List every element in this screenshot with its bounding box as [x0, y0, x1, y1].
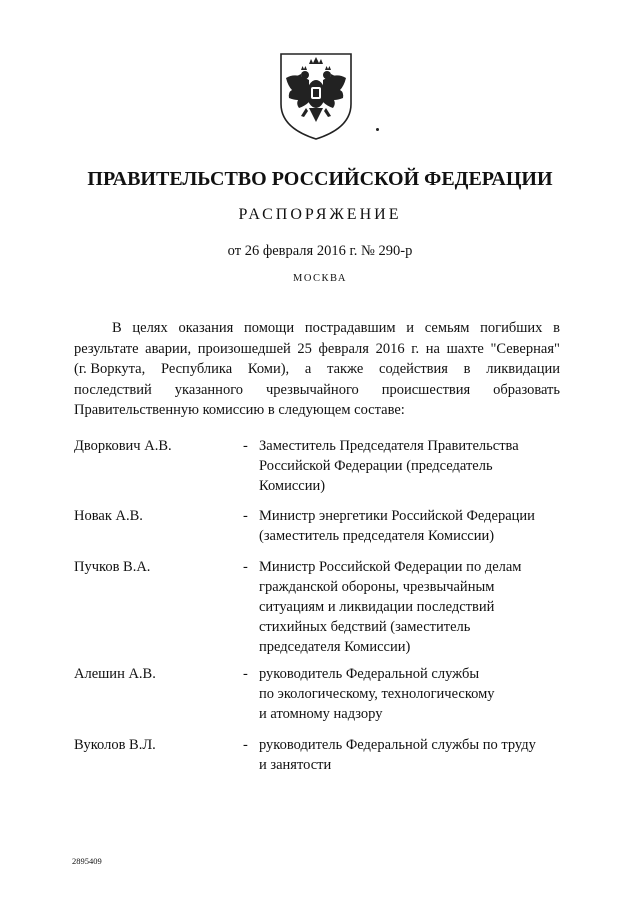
- role-line: ситуациям и ликвидации последствий: [259, 599, 495, 615]
- word: февраля: [318, 340, 369, 357]
- role-line: Министр Российской Федерации по делам: [259, 559, 522, 575]
- mark-dot: [376, 128, 379, 131]
- member-name: Пучков В.А.: [74, 559, 151, 575]
- member-dash: -: [243, 559, 248, 575]
- member-role: [259, 664, 579, 724]
- document-city: МОСКВА: [293, 273, 347, 284]
- role-line: руководитель Федеральной службы: [259, 666, 480, 682]
- word: ликвидации: [486, 361, 560, 377]
- word: в: [553, 320, 560, 336]
- word: содействия: [379, 361, 448, 377]
- word: на: [425, 340, 440, 357]
- role-line: стихийных бедствий (заместитель: [259, 619, 471, 635]
- word: чрезвычайного: [265, 381, 359, 398]
- coat-of-arms-icon: [276, 50, 356, 142]
- member-role: [259, 735, 579, 775]
- member-dash: -: [243, 737, 248, 753]
- paragraph-line: [74, 400, 560, 421]
- word: происшествия: [381, 381, 471, 398]
- document-date-number: от 26 февраля 2016 г. № 290-р: [227, 243, 413, 259]
- member-name: Новак А.В.: [74, 508, 143, 524]
- word: образовать: [493, 381, 560, 398]
- intro-paragraph: [74, 318, 560, 421]
- role-line: (заместитель председателя Комиссии): [259, 528, 495, 544]
- word: "Северная": [490, 340, 560, 357]
- word: 2016: [375, 340, 405, 357]
- role-line: Заместитель Председателя Правительства: [259, 438, 519, 454]
- word: целях: [132, 320, 168, 336]
- paragraph-line: [74, 339, 560, 360]
- role-line: и атомному надзору: [259, 706, 383, 722]
- role-line: Комиссии): [259, 478, 326, 494]
- word: последствий: [74, 381, 152, 398]
- word: указанного: [174, 381, 244, 398]
- word: также: [327, 361, 364, 377]
- word: результате: [74, 340, 139, 357]
- word: помощи: [244, 320, 295, 336]
- role-line: председателя Комиссии): [259, 639, 411, 655]
- paragraph-line: [74, 380, 560, 401]
- member-dash: -: [243, 508, 248, 524]
- role-line: Министр энергетики Российской Федерации: [259, 508, 535, 524]
- word: В: [112, 320, 122, 336]
- member-name: Дворкович А.В.: [74, 438, 172, 454]
- word: произошедшей: [197, 340, 291, 357]
- member-dash: -: [243, 438, 248, 454]
- role-line: и занятости: [259, 757, 332, 773]
- word: пострадавшим: [304, 320, 396, 336]
- word: аварии,: [145, 340, 192, 357]
- role-line: по экологическому, технологическому: [259, 686, 495, 702]
- word: а: [304, 361, 312, 377]
- word: Коми),: [247, 361, 290, 377]
- member-name: Алешин А.В.: [74, 666, 156, 682]
- member-role: [259, 436, 579, 496]
- role-line: Российской Федерации (председатель: [259, 458, 493, 474]
- document-title: ПРАВИТЕЛЬСТВО РОССИЙСКОЙ ФЕДЕРАЦИИ: [87, 168, 553, 190]
- word: семьям: [424, 320, 470, 336]
- word: погибших: [480, 320, 543, 336]
- member-dash: -: [243, 666, 248, 682]
- word: оказания: [178, 320, 234, 336]
- word: в: [463, 361, 471, 377]
- word: Республика: [160, 361, 233, 377]
- role-line: руководитель Федеральной службы по труду: [259, 737, 536, 753]
- role-line: гражданской обороны, чрезвычайным: [259, 579, 495, 595]
- word: шахте: [446, 340, 484, 357]
- word: (г. Воркута,: [74, 361, 146, 377]
- document-type: РАСПОРЯЖЕНИЕ: [238, 206, 402, 223]
- word: и: [406, 320, 415, 336]
- member-role: [259, 506, 579, 546]
- word: Правительственную комиссию в следующем составе:: [74, 402, 405, 418]
- member-name: Вуколов В.Л.: [74, 737, 156, 753]
- document-id: 2895409: [72, 856, 102, 866]
- paragraph-line: [74, 318, 560, 339]
- member-role: [259, 557, 579, 657]
- word: г.: [411, 340, 420, 357]
- word: 25: [297, 340, 312, 357]
- paragraph-line: [74, 359, 560, 380]
